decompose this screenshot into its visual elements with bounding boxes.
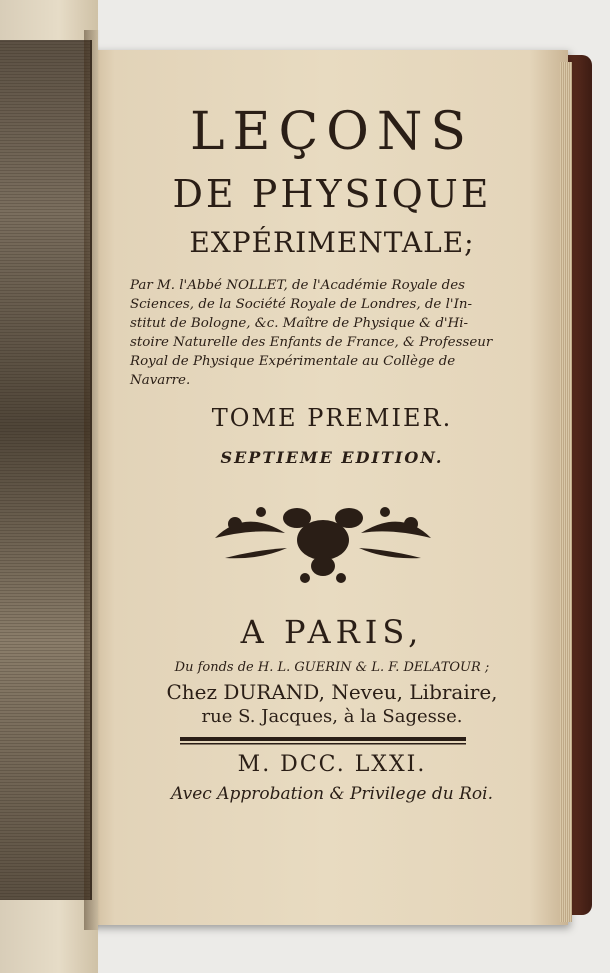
frontispiece-engraving xyxy=(0,40,92,900)
title-line-1: LEÇONS xyxy=(189,102,475,162)
author-line: Navarre. xyxy=(130,373,191,388)
author-line: Par M. l'Abbé NOLLET, de l'Académie Royale des xyxy=(130,278,466,293)
author-line: Royal de Physique Expérimentale au Collège de xyxy=(130,354,456,369)
author-line: stoire Naturelle des Enfants de France, & Professeur xyxy=(130,335,493,350)
floral-ornament xyxy=(205,488,441,588)
author-line: Sciences, de la Société Royale de Londres, de l'In- xyxy=(130,297,473,312)
edition-label: SEPTIEME EDITION. xyxy=(220,448,444,467)
place-label: A PARIS, xyxy=(240,613,424,651)
author-block xyxy=(130,276,550,390)
title-line-3: EXPÉRIMENTALE; xyxy=(189,226,475,259)
title-line-2: DE PHYSIQUE xyxy=(172,172,492,216)
volume-label: TOME PREMIER. xyxy=(211,404,453,432)
funds-line: Du fonds de H. L. GUERIN & L. F. DELATOUR ; xyxy=(174,660,490,675)
address-line: rue S. Jacques, à la Sagesse. xyxy=(201,706,463,727)
author-line: stitut de Bologne, &c. Maître de Physique & d'Hi- xyxy=(130,316,469,331)
publication-year: M. DCC. LXXI. xyxy=(237,752,427,777)
double-rule xyxy=(180,736,466,746)
privilege-line: Avec Approbation & Privilege du Roi. xyxy=(171,784,493,804)
publisher-line: Chez DURAND, Neveu, Libraire, xyxy=(166,680,498,704)
